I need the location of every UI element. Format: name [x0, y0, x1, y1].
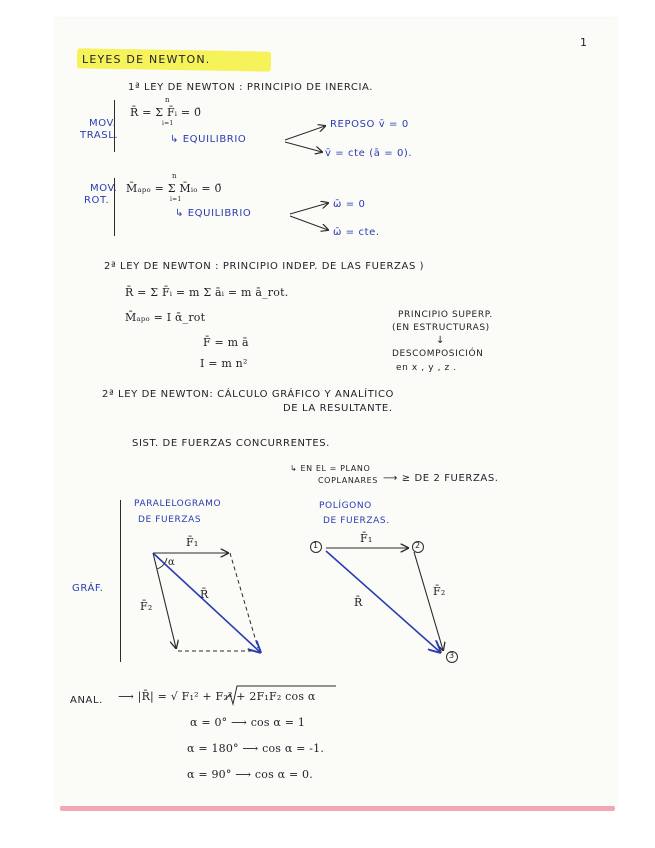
graphic-label: GRÁF. — [72, 583, 104, 594]
parallelogram-title-1: PARALELOGRAMO — [134, 499, 222, 509]
law1-heading: 1ª LEY DE NEWTON : PRINCIPIO DE INERCIA. — [128, 82, 374, 93]
reposo-label: REPOSO v̄ = 0 — [330, 119, 409, 130]
polygon-title-1: POLÍGONO — [319, 501, 372, 511]
polygon-diagram — [311, 542, 458, 663]
plane-note-1: ↳ EN EL = PLANO — [290, 464, 371, 473]
plane-note-2: COPLANARES — [318, 476, 378, 485]
w-cte-label: ω̄ = cte. — [333, 227, 380, 238]
node-2-label: 2 — [415, 541, 421, 550]
poly-f2-label: F̄₂ — [433, 585, 446, 598]
polygon-title-2: DE FUERZAS. — [323, 516, 390, 526]
law2b-heading: 2ª LEY DE NEWTON: CÁLCULO GRÁFICO Y ANALÍTICO — [102, 389, 395, 400]
alpha-label: α — [168, 557, 175, 568]
superposition-note-2: (EN ESTRUCTURAS) — [392, 323, 490, 333]
law2b-heading-2: DE LA RESULTANTE. — [283, 403, 393, 414]
equation-inertia: I = m n² — [200, 357, 248, 370]
analytic-equation: ⟶ |R̄| = √ F₁² + F₂² + 2F₁F₂ cos α — [118, 690, 316, 703]
parallel-dashed-right — [230, 553, 258, 648]
mov-tras-label-2: TRASL. — [80, 130, 119, 141]
superposition-arrow: ↓ — [436, 335, 445, 346]
superposition-note-1: PRINCIPIO SUPERP. — [398, 310, 493, 320]
sum-limit-bottom-2: i=1 — [170, 196, 182, 203]
case-180-degrees: α = 180° ⟶ cos α = -1. — [187, 742, 325, 755]
equation-moment: M̄ₐₚₒ = Σ M̄ᵢₒ = 0̄ — [126, 182, 222, 195]
v-cte-label: v̄ = cte (ā = 0). — [325, 148, 413, 159]
page-number: 1 — [580, 36, 587, 49]
concurrent-forces: SIST. DE FUERZAS CONCURRENTES. — [132, 438, 330, 449]
poly-r-label: R̄ — [354, 596, 363, 609]
case-90-degrees: α = 90° ⟶ cos α = 0. — [187, 768, 313, 781]
poly-f1-label: F̄₁ — [360, 532, 373, 545]
superposition-note-3: DESCOMPOSICIÓN — [392, 349, 484, 359]
sum-limit-bottom: i=1 — [162, 120, 174, 127]
equation-f-ma: F̄ = m ā — [203, 336, 249, 349]
node-1-label: 1 — [313, 541, 319, 550]
par-f2-label: F̄₂ — [140, 600, 153, 613]
equilibrio-label-1: ↳ EQUILIBRIO — [170, 134, 247, 145]
node-3-label: 3 — [449, 651, 455, 660]
par-f1-label: F̄₁ — [186, 536, 199, 549]
par-r-label: R̄ — [200, 588, 209, 601]
mov-rot-label-1: MOV. — [90, 183, 118, 194]
mov-rot-label-2: ROT. — [84, 195, 110, 206]
superposition-note-4: en x , y , z . — [396, 363, 457, 373]
equation-newton-2: R̄ = Σ F̄ᵢ = m Σ āᵢ = m ā_rot. — [125, 286, 289, 299]
case-0-degrees: α = 0° ⟶ cos α = 1 — [190, 716, 306, 729]
equilibrium-branch-arrows-1 — [285, 126, 325, 152]
min-forces-note: ⟶ ≥ DE 2 FUERZAS. — [383, 473, 499, 484]
equilibrium-branch-arrows-2 — [290, 203, 328, 230]
law2-heading: 2ª LEY DE NEWTON : PRINCIPIO INDEP. DE LAS FUERZAS ) — [104, 261, 425, 272]
parallelogram-title-2: DE FUERZAS — [138, 515, 202, 525]
polygon-f2-vector — [414, 552, 446, 650]
page-title: LEYES DE NEWTON. — [82, 53, 211, 66]
w-zero-label: ω̄ = 0 — [333, 199, 366, 210]
sum-limit-top: n — [165, 96, 170, 104]
equation-rotational: M̄ₐₚₒ = I ᾱ_rot — [125, 311, 206, 324]
equilibrio-label-2: ↳ EQUILIBRIO — [175, 208, 252, 219]
mov-tras-label-1: MOV. — [89, 118, 117, 129]
analytic-label: ANAL. — [70, 695, 103, 706]
equation-resultant: R̄ = Σ F̄ᵢ = 0̄ — [130, 106, 202, 119]
polygon-resultant-vector — [326, 551, 440, 652]
sum-limit-top-2: n — [172, 172, 177, 180]
